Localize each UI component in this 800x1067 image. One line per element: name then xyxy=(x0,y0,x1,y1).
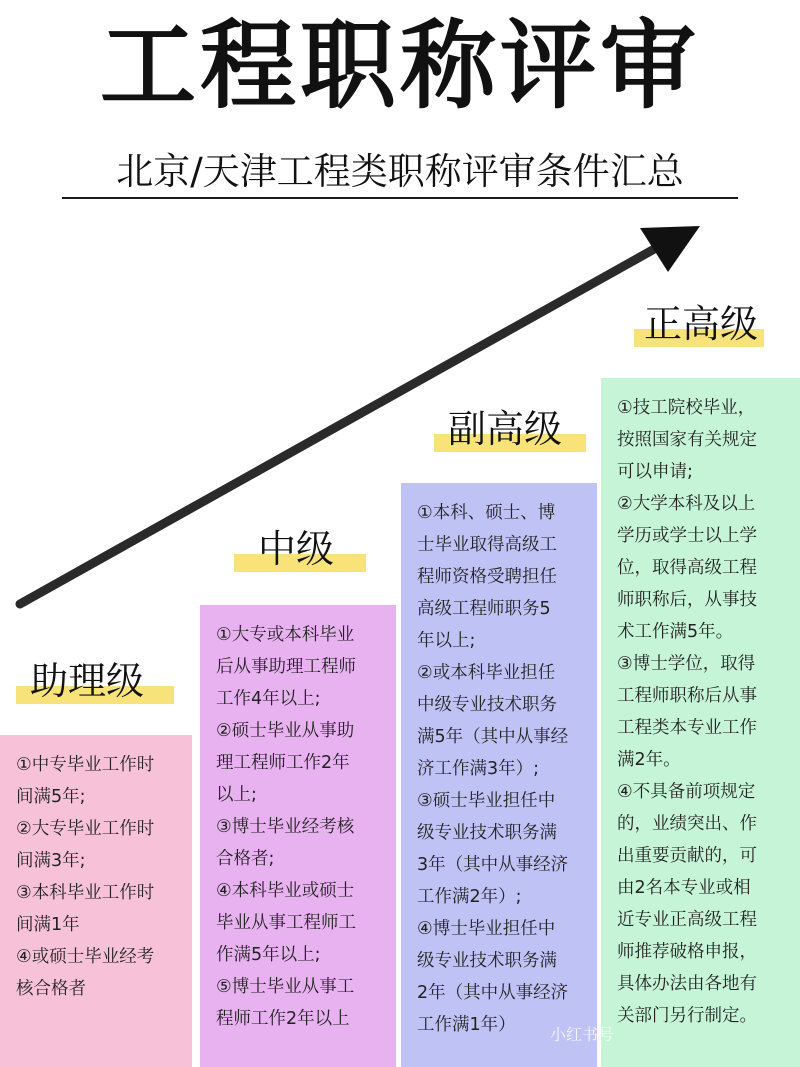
level-heading-senior: 正高级 xyxy=(644,305,758,343)
level-heading-intermediate: 中级 xyxy=(258,530,334,568)
senior-requirements: ①技工院校毕业， 按照国家有关规定 可以申请; ②大学本科及以上 学历或学士以上学 位，取得高级工程 师职称后，从事技 术工作满5年。 ③博士学位，取得 工程师职称后从事 工程类本专业工作 满2年。 ④不具备前项规定 的，业绩突出、作 出重要贡献的，可 由2名本专业或相 近专业正高级工程 师推荐破格申报， 具体办法由各地有 关部门另行制定。 xyxy=(601,378,800,1067)
page-subtitle: 北京/天津工程类职称评审条件汇总 xyxy=(116,150,684,193)
intermediate-requirements: ①大专或本科毕业 后从事助理工程师 工作4年以上; ②硕士毕业从事助 理工程师工作2年 以上; ③博士毕业经考核 合格者; ④本科毕业或硕士 毕业从事工程师工 作满5年以上; ⑤博士毕业从事工 程师工作2年以上 xyxy=(200,605,396,1067)
deputy-senior-requirements: ①本科、硕士、博 士毕业取得高级工 程师资格受聘担任 高级工程师职务5 年以上; ②或本科毕业担任 中级专业技术职务 满5年（其中从事经 济工作满3年）; ③硕士毕业担任中 级专业技术职务满 3年（其中从事经济 工作满2年）; ④博士毕业担任中 级专业技术职务满 2年（其中从事经济 工作满1年） xyxy=(401,483,597,1067)
page-title: 工程职称评审 xyxy=(100,10,700,122)
level-heading-assistant: 助理级 xyxy=(30,662,144,700)
level-heading-deputy-senior: 副高级 xyxy=(448,410,562,448)
watermark: 小红书号 xyxy=(550,1025,615,1044)
assistant-requirements: ①中专毕业工作时 间满5年; ②大专毕业工作时 间满3年; ③本科毕业工作时 间满1年 ④或硕士毕业经考 核合格者 xyxy=(0,735,192,1067)
